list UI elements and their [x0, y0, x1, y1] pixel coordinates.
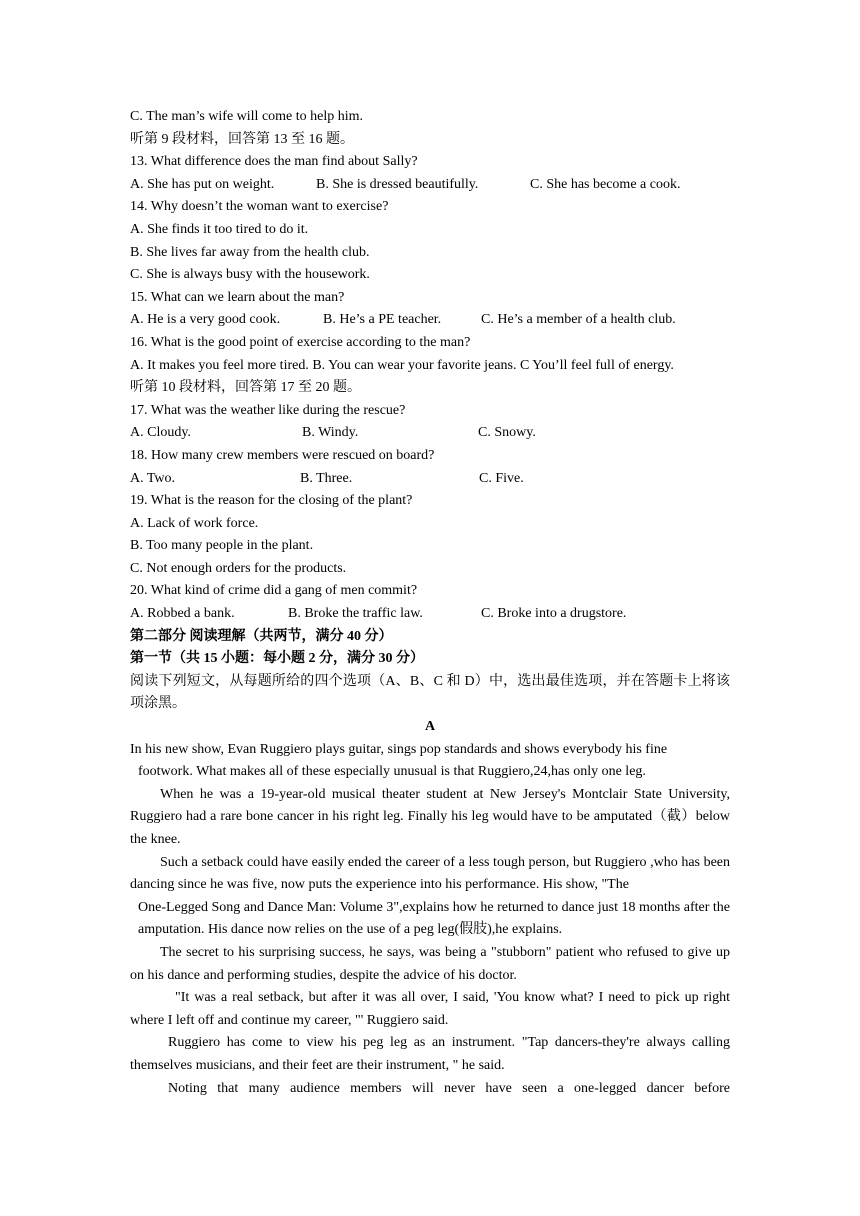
option-c: C. Snowy.: [478, 425, 536, 441]
section-9-instruction: 听第 9 段材料，回答第 13 至 16 题。: [130, 131, 354, 147]
question-20-options: [130, 603, 730, 626]
option-b: B. Too many people in the plant.: [130, 538, 314, 554]
option-c: C. Five.: [479, 470, 524, 486]
question-13: 13. What difference does the man find about Sally?: [130, 154, 418, 170]
passage-a-line-2: footwork. What makes all of these especially unusual is that Ruggiero,24,has only one leg.: [138, 764, 646, 780]
paragraph-3-cont: One-Legged Song and Dance Man: Volume 3",explains how he returned to dance just 18 months after the amputation. His dance now relies on the use of a peg leg(假肢),he explains.: [138, 899, 730, 938]
question-18: 18. How many crew members were rescued on board?: [130, 447, 435, 463]
option-b: B. Three.: [300, 470, 353, 486]
paragraph-2: When he was a 19-year-old musical theater student at New Jersey's Montclair State University, Ruggiero had a rare bone cancer in his right leg. Finally his leg would have to be amputated（截）below the knee.: [130, 786, 730, 847]
option-b: B. Windy.: [302, 425, 359, 441]
question-20: 20. What kind of crime did a gang of men commit?: [130, 583, 418, 599]
option-c: C. Not enough orders for the products.: [130, 560, 347, 576]
option-b: B. He’s a PE teacher.: [323, 312, 442, 328]
section-10-instruction: 听第 10 段材料，回答第 17 至 20 题。: [130, 380, 361, 396]
question-17: 17. What was the weather like during the rescue?: [130, 402, 406, 418]
option-b: B. She is dressed beautifully.: [316, 176, 479, 192]
reading-instruction: 阅读下列短文，从每题所给的四个选项（A、B、C 和 D）中，选出最佳选项，并在答题卡上将该项涂黑。: [130, 673, 730, 712]
option-c: C. She has become a cook.: [530, 176, 681, 192]
option-c: C. She is always busy with the housework.: [130, 267, 370, 283]
question-16: 16. What is the good point of exercise according to the man?: [130, 334, 471, 350]
section-1-heading: 第一节（共 15 小题：每小题 2 分，满分 30 分）: [130, 651, 424, 667]
option-b: B. She lives far away from the health club.: [130, 244, 370, 260]
paragraph-4: The secret to his surprising success, he says, was being a "stubborn" patient who refused to give up on his dance and performing studies, despite the advice of his doctor.: [130, 944, 730, 983]
option-b: B. Broke the traffic law.: [288, 606, 423, 622]
paragraph-3: Such a setback could have easily ended the career of a less tough person, but Ruggiero ,who has been dancing since he was five, now puts the experience into his performance. His show, "The: [130, 854, 730, 893]
option-a: A. She finds it too tired to do it.: [130, 221, 309, 237]
question-14: 14. Why doesn’t the woman want to exercise?: [130, 199, 389, 215]
question-19: 19. What is the reason for the closing of the plant?: [130, 493, 413, 509]
option-a: A. Two.: [130, 470, 176, 486]
q12-option-c: C. The man’s wife will come to help him.: [130, 109, 364, 124]
paragraph-6: Ruggiero has come to view his peg leg as an instrument. "Tap dancers-they're always calling themselves musicians, and their feet are their instrument, " he said.: [130, 1035, 730, 1073]
question-15: 15. What can we learn about the man?: [130, 289, 345, 305]
question-13-options: [130, 174, 730, 197]
question-15-options: [130, 309, 730, 332]
paragraph-7: Noting that many audience members will never have seen a one-legged dancer before: [168, 1080, 730, 1096]
option-a: A. Cloudy.: [130, 425, 191, 441]
option-a: A. He is a very good cook.: [130, 312, 281, 328]
paragraph-5: "It was a real setback, but after it was all over, I said, 'You know what? I need to pick up right where I left off and continue my career, "' Ruggiero said.: [130, 990, 730, 1028]
question-16-options: A. It makes you feel more tired. B. You can wear your favorite jeans. C You’ll feel full of energy.: [130, 357, 674, 373]
option-a: A. Robbed a bank.: [130, 606, 235, 622]
option-a: A. She has put on weight.: [130, 176, 275, 192]
option-a: A. Lack of work force.: [130, 515, 259, 531]
part-2-heading: 第二部分 阅读理解（共两节，满分 40 分）: [130, 628, 393, 644]
option-c: C. He’s a member of a health club.: [481, 312, 676, 328]
passage-title: A: [424, 719, 436, 735]
exam-page: [130, 106, 730, 1100]
option-c: C. Broke into a drugstore.: [481, 606, 627, 622]
question-17-options: [130, 422, 730, 445]
question-18-options: [130, 468, 730, 491]
passage-a-line-1: In his new show, Evan Ruggiero plays guitar, sings pop standards and shows everybody his fine: [130, 741, 668, 757]
